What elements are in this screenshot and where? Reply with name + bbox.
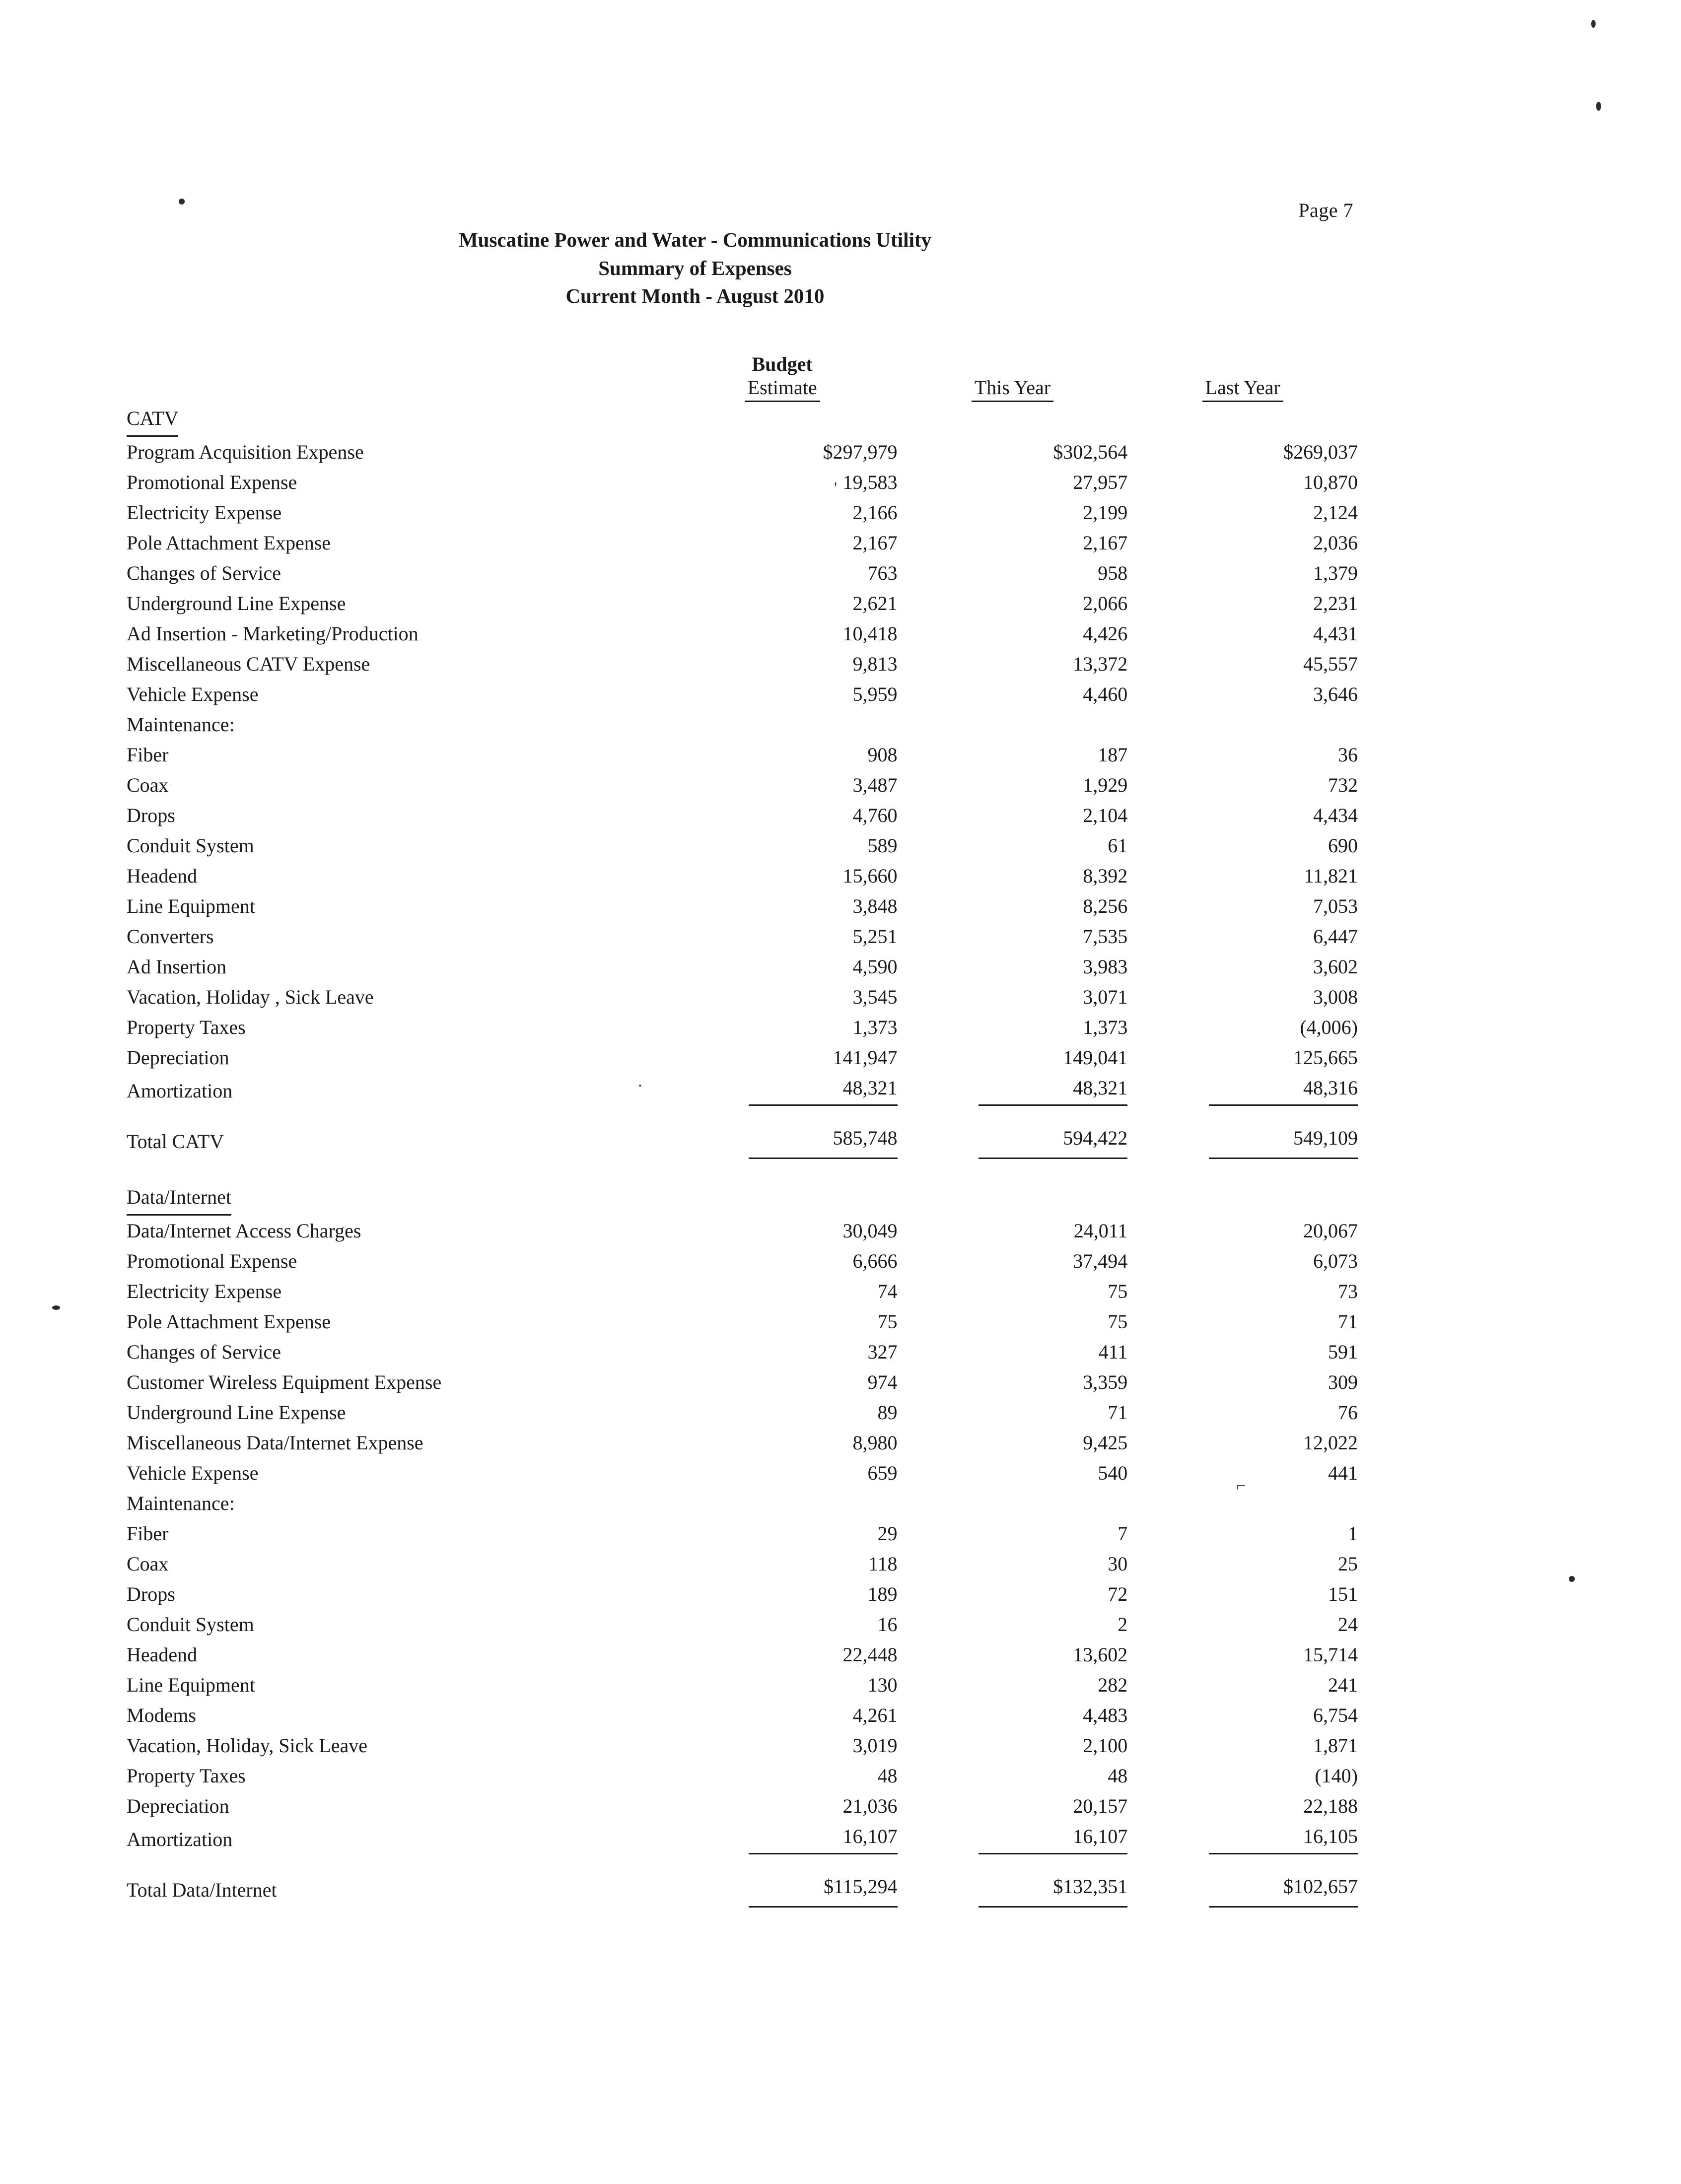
table-row	[127, 770, 1358, 800]
row-value-budget: 21,036	[842, 1795, 898, 1817]
row-value-this-year: $302,564	[1053, 441, 1128, 463]
header-this-year-label: This Year	[972, 376, 1053, 402]
row-value-last-year: 1	[1348, 1522, 1358, 1545]
row-value-last-year: 48,316	[1127, 1073, 1358, 1106]
row-label: Modems	[127, 1704, 196, 1726]
row-value-this-year: 1,373	[1083, 1016, 1128, 1038]
row-label: Conduit System	[127, 834, 254, 857]
row-value-this-year: 187	[1098, 744, 1128, 766]
row-value-this-year: 71	[1108, 1401, 1128, 1424]
table-row	[127, 528, 1358, 558]
row-value-budget: 75	[877, 1310, 898, 1333]
stray-mark-dash: ⌐	[1236, 1477, 1246, 1495]
row-label: Data/Internet Access Charges	[127, 1220, 361, 1242]
row-value-last-year: 24	[1338, 1613, 1358, 1636]
header-budget-estimate-label: Estimate	[745, 376, 820, 402]
row-value-budget: 2,166	[852, 501, 898, 524]
row-value-last-year: 36	[1338, 744, 1358, 766]
section-total-this-year: $132,351	[898, 1869, 1128, 1908]
section-total-row	[127, 1869, 1358, 1908]
row-value-budget: 3,487	[852, 774, 898, 796]
row-label: Pole Attachment Expense	[127, 1310, 331, 1333]
row-label: Electricity Expense	[127, 501, 282, 524]
row-value-this-year: 8,256	[1083, 895, 1128, 917]
row-value-this-year: 1,929	[1083, 774, 1128, 796]
row-value-last-year: (140)	[1315, 1765, 1358, 1787]
section-total-label: Total Data/Internet	[127, 1879, 277, 1901]
row-value-this-year: 411	[1098, 1341, 1128, 1363]
row-label: Ad Insertion - Marketing/Production	[127, 622, 419, 645]
table-row	[127, 830, 1358, 861]
row-value-this-year: 30	[1108, 1553, 1128, 1575]
row-value-budget: 15,660	[842, 865, 898, 887]
table-row	[127, 740, 1358, 770]
scan-speck	[1596, 102, 1601, 111]
row-value-budget: 10,418	[842, 622, 898, 645]
row-value-budget: 5,251	[852, 925, 898, 948]
table-row	[127, 800, 1358, 830]
scan-speck	[179, 199, 185, 205]
row-value-last-year: 73	[1338, 1280, 1358, 1302]
row-value-this-year: 2	[1118, 1613, 1128, 1636]
row-label: Underground Line Expense	[127, 592, 346, 614]
row-value-this-year: 2,100	[1083, 1734, 1128, 1757]
row-value-last-year: 591	[1328, 1341, 1358, 1363]
row-value-this-year: 48	[1108, 1765, 1128, 1787]
row-value-budget: $297,979	[823, 441, 898, 463]
row-value-budget: 5,959	[852, 683, 898, 705]
row-value-budget: 659	[867, 1462, 898, 1484]
row-value-this-year: 75	[1108, 1280, 1128, 1302]
row-label: Changes of Service	[127, 1341, 281, 1363]
header-budget-estimate	[667, 342, 898, 402]
row-label: Depreciation	[127, 1795, 229, 1817]
row-label: Miscellaneous Data/Internet Expense	[127, 1432, 423, 1454]
row-value-this-year: 13,372	[1073, 653, 1128, 675]
row-label: Headend	[127, 865, 198, 887]
table-row	[127, 861, 1358, 891]
row-value-last-year: 690	[1328, 834, 1358, 857]
row-value-budget: 189	[867, 1583, 898, 1605]
row-value-last-year: 71	[1338, 1310, 1358, 1333]
row-label: Vehicle Expense	[127, 683, 259, 705]
row-value-budget: 1,373	[852, 1016, 898, 1038]
row-value-budget: 589	[867, 834, 898, 857]
row-value-last-year: 11,821	[1304, 865, 1358, 887]
row-value-last-year: 15,714	[1303, 1643, 1358, 1666]
row-label: Promotional Expense	[127, 471, 297, 493]
table-header	[127, 342, 1358, 402]
row-value-budget: 3,848	[852, 895, 898, 917]
row-value-budget: 6,666	[852, 1250, 898, 1272]
section-total-row	[127, 1121, 1358, 1159]
row-value-this-year: 24,011	[1073, 1220, 1128, 1242]
table-row	[127, 1458, 1358, 1488]
row-value-this-year: 2,199	[1083, 501, 1128, 524]
table-row	[127, 1609, 1358, 1639]
row-value-last-year: 441	[1328, 1462, 1358, 1484]
table-row	[127, 1367, 1358, 1397]
row-label: Line Equipment	[127, 895, 255, 917]
title-line-1: Muscatine Power and Water - Communications Utility	[458, 228, 932, 251]
row-value-this-year: 2,104	[1083, 804, 1128, 826]
row-value-this-year: 4,426	[1083, 622, 1128, 645]
row-value-budget: 327	[867, 1341, 898, 1363]
row-label: Coax	[127, 774, 169, 796]
row-value-last-year: 76	[1338, 1401, 1358, 1424]
row-value-this-year: 61	[1108, 834, 1128, 857]
page-number: Page 7	[1298, 199, 1353, 221]
row-value-last-year: 1,871	[1313, 1734, 1358, 1757]
row-value-budget: 9,813	[852, 653, 898, 675]
table-row	[127, 952, 1358, 982]
table-row	[127, 1761, 1358, 1791]
row-label: Customer Wireless Equipment Expense	[127, 1371, 442, 1393]
section-heading	[127, 402, 1358, 437]
row-value-last-year: 45,557	[1303, 653, 1358, 675]
row-value-budget: 48,321	[667, 1073, 898, 1106]
row-value-last-year: 3,646	[1313, 683, 1358, 705]
table-row	[127, 1639, 1358, 1670]
table-row	[127, 1012, 1358, 1042]
stray-mark-dot: .	[638, 1072, 642, 1091]
table-row	[127, 1337, 1358, 1367]
row-value-budget: 2,621	[852, 592, 898, 614]
row-label: Amortization	[127, 1828, 233, 1850]
table-row	[127, 891, 1358, 921]
row-label: Promotional Expense	[127, 1250, 297, 1272]
row-value-this-year: 4,483	[1083, 1704, 1128, 1726]
row-value-this-year: 16,107	[898, 1821, 1128, 1854]
row-value-budget: 974	[867, 1371, 898, 1393]
row-value-this-year: 48,321	[898, 1073, 1128, 1106]
row-value-budget: 19,583	[842, 471, 898, 493]
row-value-last-year: 2,231	[1313, 592, 1358, 614]
section-total-last-year: $102,657	[1127, 1869, 1358, 1908]
row-value-budget: 16	[877, 1613, 898, 1636]
table-row	[127, 649, 1358, 679]
row-value-budget: 3,545	[852, 986, 898, 1008]
row-value-budget: 2,167	[852, 532, 898, 554]
row-label: Maintenance:	[127, 1492, 235, 1514]
row-value-last-year: 732	[1328, 774, 1358, 796]
row-label: Headend	[127, 1643, 198, 1666]
row-value-this-year: 8,392	[1083, 865, 1128, 887]
table-row	[127, 1670, 1358, 1700]
table-row	[127, 1488, 1358, 1518]
table-row	[127, 1397, 1358, 1428]
row-value-last-year: 12,022	[1303, 1432, 1358, 1454]
row-label: Vacation, Holiday, Sick Leave	[127, 1734, 368, 1757]
row-label: Changes of Service	[127, 562, 281, 584]
row-value-this-year: 149,041	[1063, 1046, 1128, 1069]
row-value-last-year	[1127, 709, 1358, 740]
table-body	[127, 402, 1358, 1908]
row-label: Pole Attachment Expense	[127, 532, 331, 554]
row-value-last-year: 2,036	[1313, 532, 1358, 554]
row-label: Amortization	[127, 1080, 233, 1102]
row-value-budget	[667, 1488, 898, 1518]
table-row	[127, 1306, 1358, 1337]
row-value-this-year: 958	[1098, 562, 1128, 584]
row-label: Property Taxes	[127, 1765, 246, 1787]
row-value-budget: 4,261	[852, 1704, 898, 1726]
table-row	[127, 1246, 1358, 1276]
row-value-last-year: 241	[1328, 1674, 1358, 1696]
section-spacer	[127, 1159, 1358, 1181]
row-value-this-year	[898, 1488, 1128, 1518]
row-label: Drops	[127, 1583, 175, 1605]
row-label: Maintenance:	[127, 713, 235, 736]
row-label: Vacation, Holiday , Sick Leave	[127, 986, 374, 1008]
row-value-budget: 30,049	[842, 1220, 898, 1242]
scan-speck	[1569, 1576, 1575, 1582]
section-total-this-year: 594,422	[898, 1121, 1128, 1159]
row-label: Property Taxes	[127, 1016, 246, 1038]
row-value-budget: 3,019	[852, 1734, 898, 1757]
row-value-last-year: 25	[1338, 1553, 1358, 1575]
row-value-this-year: 7,535	[1083, 925, 1128, 948]
row-value-budget: 22,448	[842, 1643, 898, 1666]
row-value-last-year: 151	[1328, 1583, 1358, 1605]
row-value-last-year: (4,006)	[1300, 1016, 1358, 1038]
row-value-this-year: 2,066	[1083, 592, 1128, 614]
expense-summary-table	[127, 342, 1358, 1908]
table-row	[127, 1579, 1358, 1609]
row-value-last-year: $269,037	[1283, 441, 1358, 463]
row-value-last-year: 10,870	[1303, 471, 1358, 493]
row-label: Line Equipment	[127, 1674, 255, 1696]
row-value-this-year: 7	[1118, 1522, 1128, 1545]
row-value-this-year: 540	[1098, 1462, 1128, 1484]
header-last-year-label: Last Year	[1202, 376, 1283, 402]
row-value-this-year: 9,425	[1083, 1432, 1128, 1454]
scan-speck	[52, 1305, 60, 1310]
row-value-budget: 8,980	[852, 1432, 898, 1454]
row-label: Fiber	[127, 744, 169, 766]
total-spacer	[127, 1854, 1358, 1869]
table-row	[127, 921, 1358, 952]
row-label: Miscellaneous CATV Expense	[127, 653, 370, 675]
row-label: Ad Insertion	[127, 956, 227, 978]
row-value-last-year: 4,434	[1313, 804, 1358, 826]
row-value-this-year: 3,071	[1083, 986, 1128, 1008]
table-row	[127, 437, 1358, 467]
row-value-this-year: 3,983	[1083, 956, 1128, 978]
row-value-budget: 48	[877, 1765, 898, 1787]
table-row	[127, 1518, 1358, 1549]
row-value-this-year: 72	[1108, 1583, 1128, 1605]
table-row	[127, 558, 1358, 588]
row-value-last-year: 22,188	[1303, 1795, 1358, 1817]
row-value-last-year: 125,665	[1293, 1046, 1358, 1069]
table-row	[127, 1700, 1358, 1730]
row-value-last-year: 3,602	[1313, 956, 1358, 978]
table-row	[127, 1216, 1358, 1246]
section-total-last-year: 549,109	[1127, 1121, 1358, 1159]
table-row	[127, 1730, 1358, 1761]
row-value-budget: 4,590	[852, 956, 898, 978]
row-value-last-year: 309	[1328, 1371, 1358, 1393]
table-row	[127, 1821, 1358, 1854]
section-total-budget: $115,294	[667, 1869, 898, 1908]
header-last-year	[1127, 342, 1358, 402]
table-row	[127, 1791, 1358, 1821]
row-value-last-year: 20,067	[1303, 1220, 1358, 1242]
row-value-budget	[667, 709, 898, 740]
row-value-budget: 763	[867, 562, 898, 584]
table-row	[127, 1428, 1358, 1458]
row-value-last-year: 1,379	[1313, 562, 1358, 584]
title-line-3: Current Month - August 2010	[565, 284, 825, 308]
scan-speck	[1591, 20, 1596, 28]
row-value-last-year: 6,754	[1313, 1704, 1358, 1726]
row-value-this-year: 37,494	[1073, 1250, 1128, 1272]
title-line-2: Summary of Expenses	[598, 256, 792, 279]
row-value-this-year: 27,957	[1073, 471, 1128, 493]
row-label: Drops	[127, 804, 175, 826]
row-label: Depreciation	[127, 1046, 229, 1069]
row-value-budget: 4,760	[852, 804, 898, 826]
table-row	[127, 1042, 1358, 1073]
row-value-last-year: 6,073	[1313, 1250, 1358, 1272]
row-value-budget: 74	[877, 1280, 898, 1302]
document-title-block	[0, 226, 1390, 310]
header-this-year	[898, 342, 1128, 402]
row-label: Vehicle Expense	[127, 1462, 259, 1484]
row-value-last-year: 7,053	[1313, 895, 1358, 917]
header-blank	[127, 342, 667, 402]
table-row	[127, 588, 1358, 618]
row-label: Program Acquisition Expense	[127, 441, 364, 463]
row-value-last-year: 3,008	[1313, 986, 1358, 1008]
row-value-budget: 29	[877, 1522, 898, 1545]
table-row	[127, 1549, 1358, 1579]
row-label: Fiber	[127, 1522, 169, 1545]
row-value-this-year: 2,167	[1083, 532, 1128, 554]
row-value-last-year: 2,124	[1313, 501, 1358, 524]
row-label: Conduit System	[127, 1613, 254, 1636]
row-label: Converters	[127, 925, 214, 948]
row-value-this-year: 4,460	[1083, 683, 1128, 705]
stray-mark-apostrophe: '	[834, 479, 838, 497]
row-label: Underground Line Expense	[127, 1401, 346, 1424]
table-row	[127, 1073, 1358, 1106]
section-heading-label: Data/Internet	[127, 1181, 667, 1216]
row-value-budget: 141,947	[833, 1046, 898, 1069]
table-row	[127, 497, 1358, 528]
row-value-this-year: 3,359	[1083, 1371, 1128, 1393]
row-value-this-year: 282	[1098, 1674, 1128, 1696]
table-row	[127, 618, 1358, 649]
row-value-last-year: 4,431	[1313, 622, 1358, 645]
row-value-this-year	[898, 709, 1128, 740]
section-heading	[127, 1181, 1358, 1216]
row-value-budget: 16,107	[667, 1821, 898, 1854]
row-value-budget: 908	[867, 744, 898, 766]
row-label: Coax	[127, 1553, 169, 1575]
table-row	[127, 709, 1358, 740]
row-value-this-year: 20,157	[1073, 1795, 1128, 1817]
section-total-budget: 585,748	[667, 1121, 898, 1159]
header-budget-top: Budget	[752, 353, 813, 375]
section-total-label: Total CATV	[127, 1130, 224, 1153]
row-value-last-year: 6,447	[1313, 925, 1358, 948]
table-row	[127, 1276, 1358, 1306]
row-value-budget: 89	[877, 1401, 898, 1424]
row-value-this-year: 75	[1108, 1310, 1128, 1333]
table-row	[127, 467, 1358, 497]
row-value-budget: 118	[868, 1553, 898, 1575]
row-value-this-year: 13,602	[1073, 1643, 1128, 1666]
row-value-last-year: 16,105	[1127, 1821, 1358, 1854]
row-label: Electricity Expense	[127, 1280, 282, 1302]
table-row	[127, 982, 1358, 1012]
table-row	[127, 679, 1358, 709]
row-value-budget: 130	[867, 1674, 898, 1696]
total-spacer	[127, 1106, 1358, 1121]
section-heading-label: CATV	[127, 402, 667, 437]
